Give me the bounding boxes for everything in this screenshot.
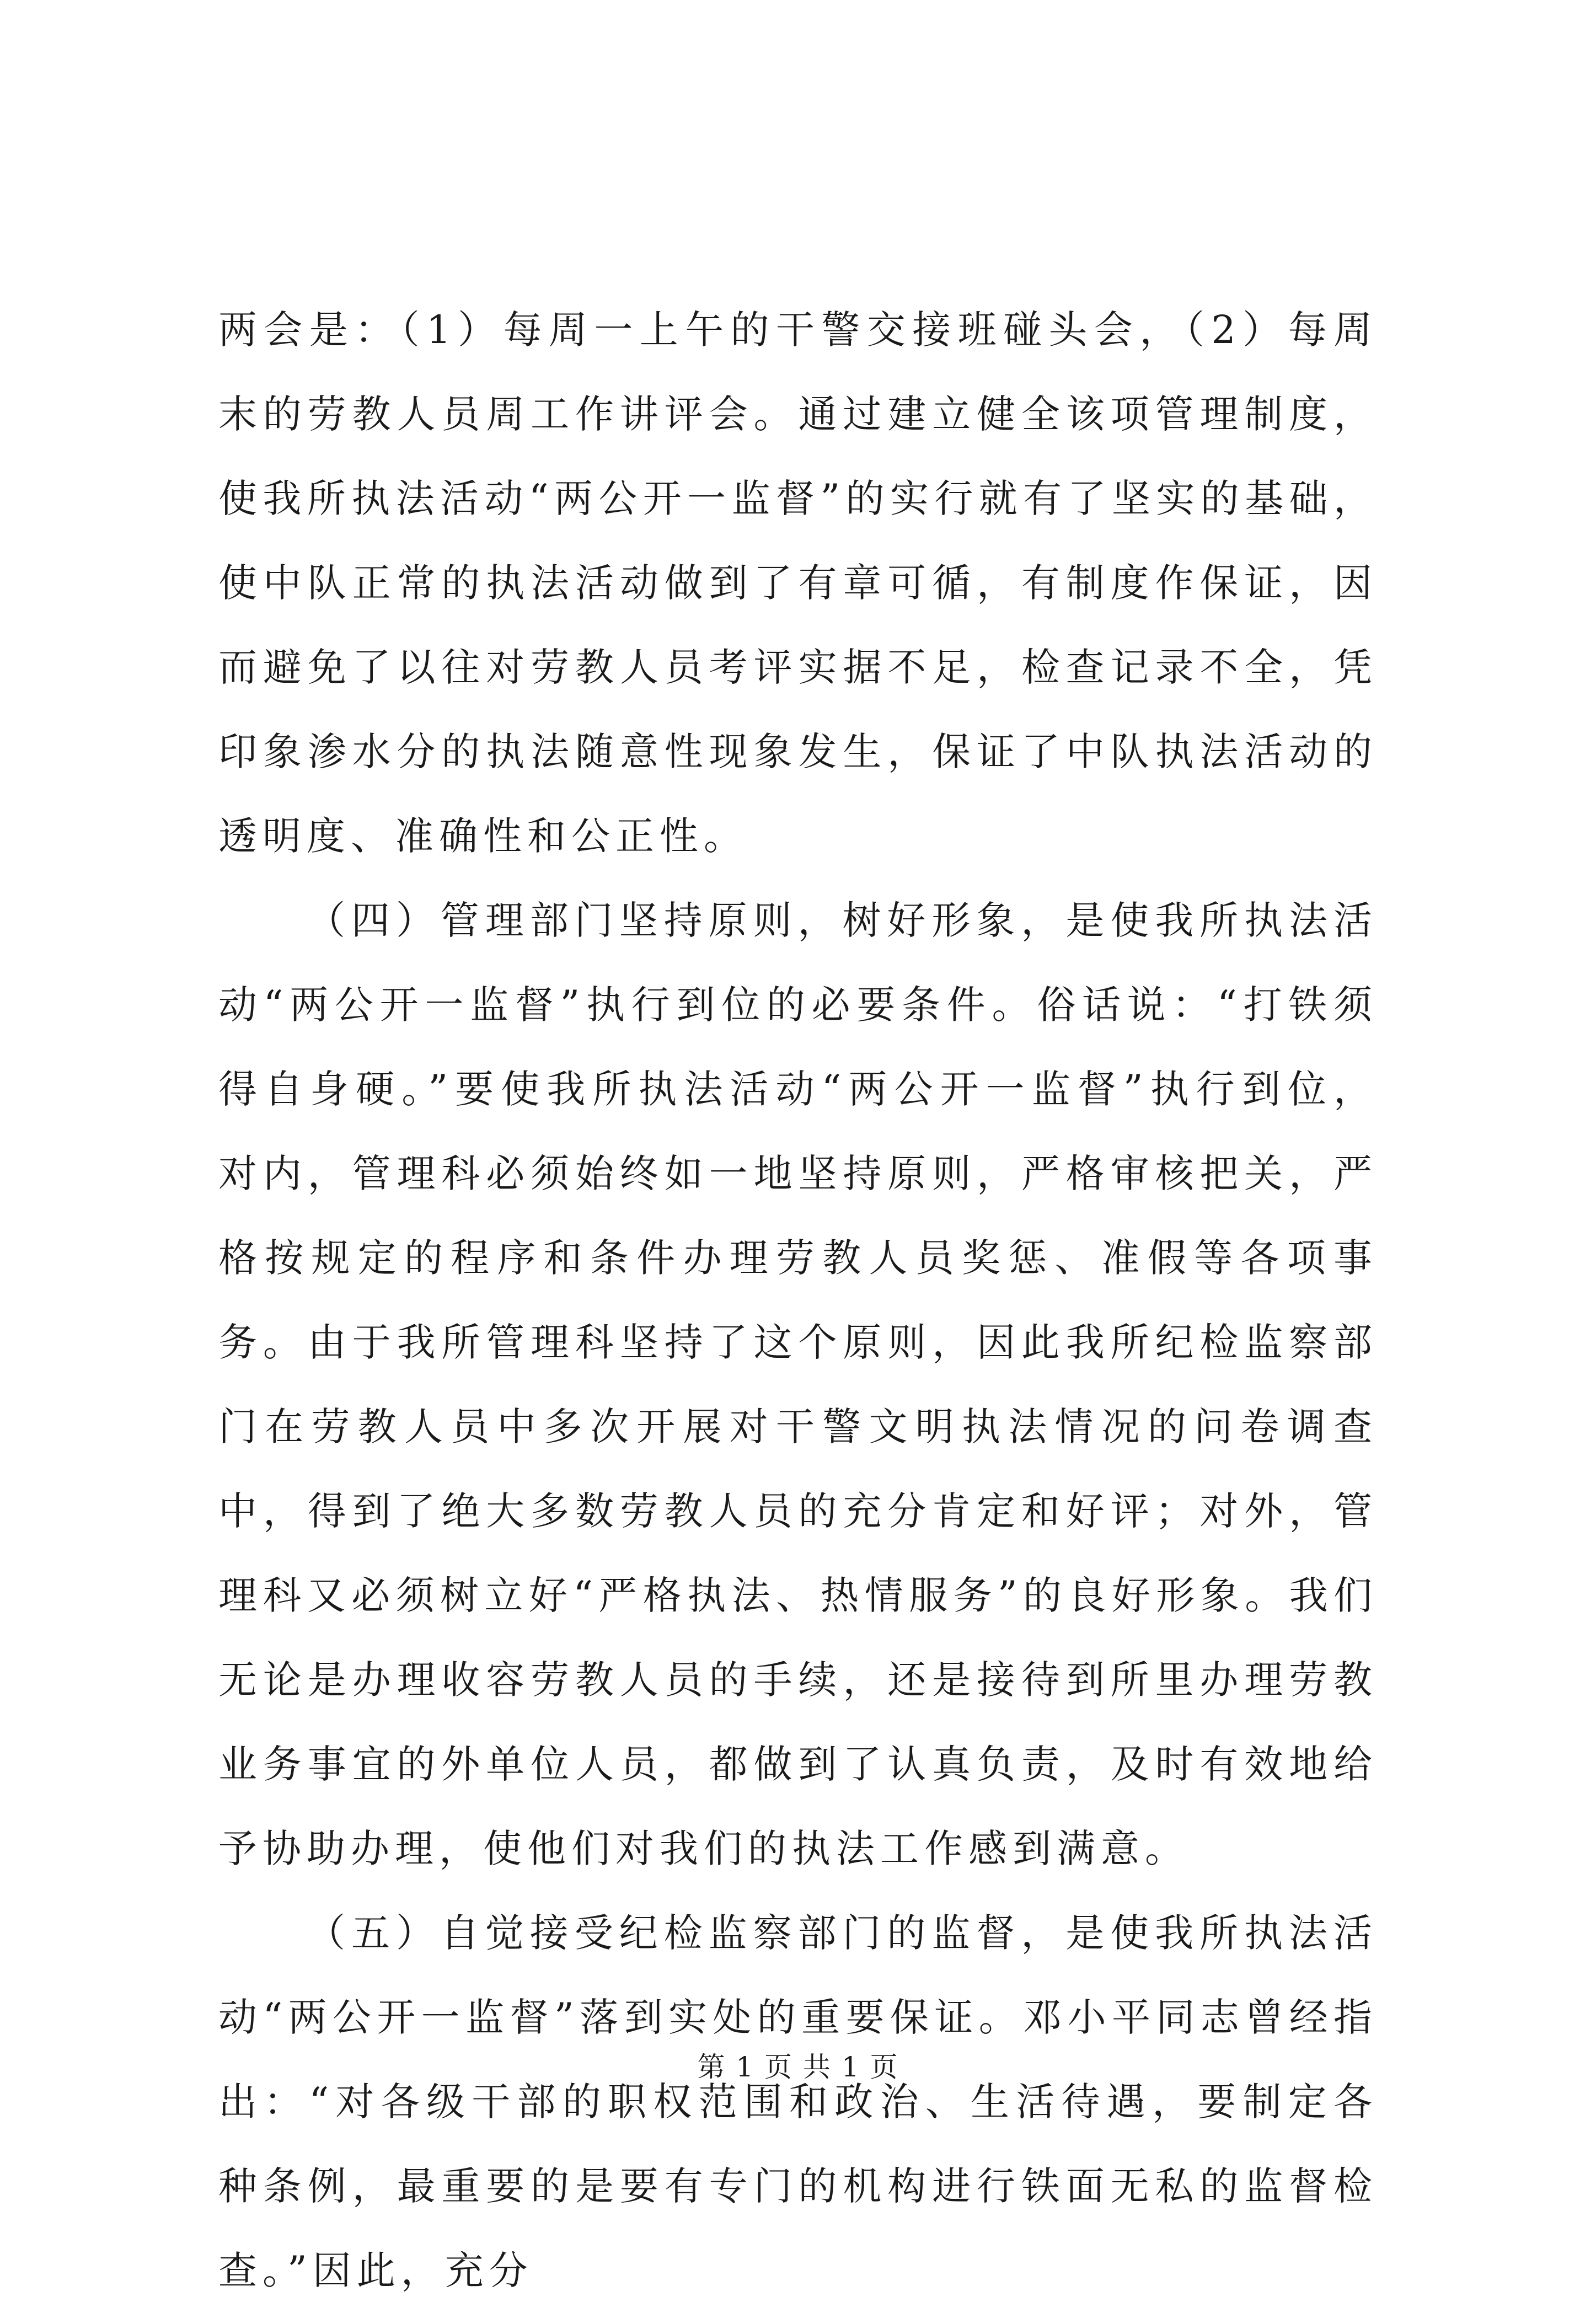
paragraph-2: （四）管理部门坚持原则，树好形象，是使我所执法活动“两公开一监督”执行到位的必要条件。俗话说：“打铁须得自身硬。”要使我所执法活动“两公开一监督”执行到位，对内，管理科必须始终如一地坚持原则，严格审核把关，严格按规定的程序和条件办理劳教人员奖惩、准假等各项事务。由于我所管理科坚持了这个原则，因此我所纪检监察部门在劳教人员中多次开展对干警文明执法情况的问卷调查中，得到了绝大多数劳教人员的充分肯定和好评；对外，管理科又必须树立好“严格执法、热情服务”的良好形象。我们无论是办理收容劳教人员的手续，还是接待到所里办理劳教业务事宜的外单位人员，都做到了认真负责，及时有效地给予协助办理，使他们对我们的执法工作感到满意。 bbox=[218, 898, 1378, 1871]
paragraph-1: 两会是：（1）每周一上午的干警交接班碰头会，（2）每周末的劳教人员周工作讲评会。通过建立健全该项管理制度，使我所执法活动“两公开一监督”的实行就有了坚实的基础，使中队正常的执法活动做到了有章可循，有制度作保证，因而避免了以往对劳教人员考评实据不足，检查记录不全，凭印象渗水分的执法随意性现象发生，保证了中队执法活动的透明度、准确性和公正性。 bbox=[218, 307, 1378, 859]
page-footer: 第 1 页 共 1 页 bbox=[697, 2051, 899, 2083]
paragraph-3: （五）自觉接受纪检监察部门的监督，是使我所执法活动“两公开一监督”落到实处的重要保证。邓小平同志曾经指出：“对各级干部的职权范围和政治、生活待遇，要制定各种条例，最重要的是要有专门的机构进行铁面无私的监督检查。”因此，充分 bbox=[218, 1910, 1378, 2293]
document-body bbox=[218, 288, 1378, 2313]
